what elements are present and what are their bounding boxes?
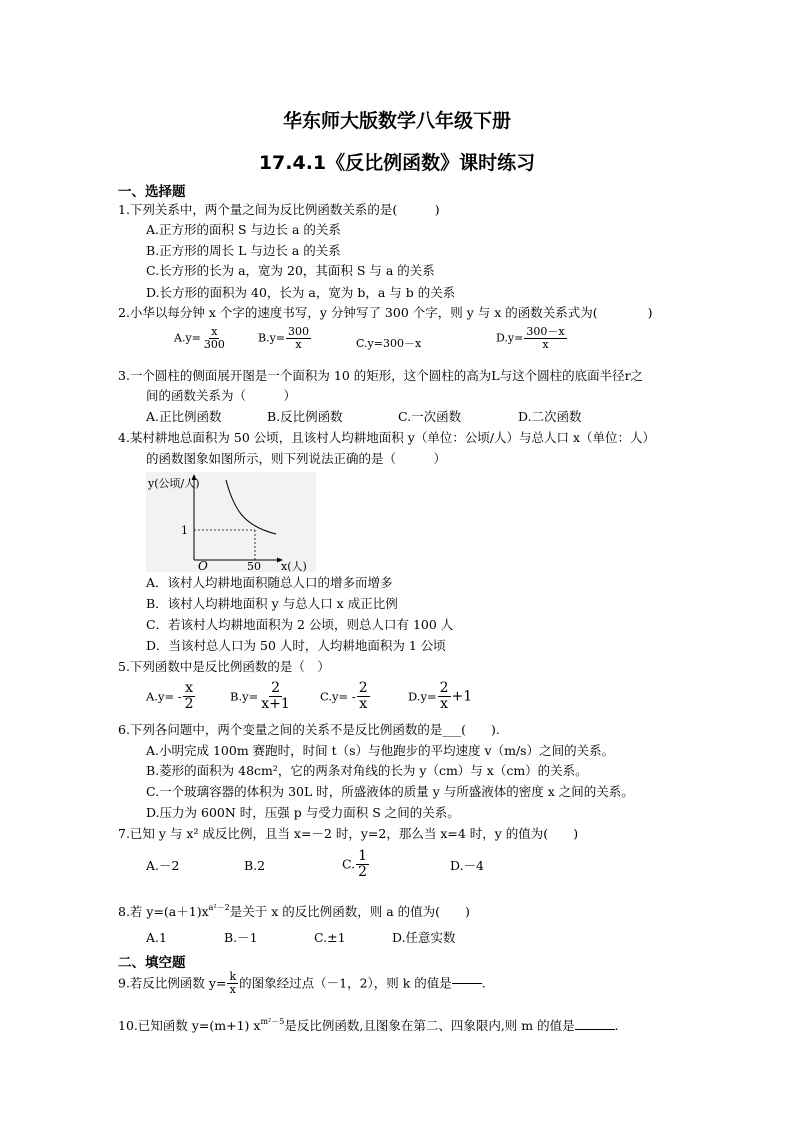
q8-exponent: a²－2 [208,903,230,912]
q3-stem-line1: 3.一个圆柱的侧面展开图是一个面积为 10 的矩形，这个圆柱的高为L与这个圆柱的底面半径r之 [118,368,644,383]
q5-option-b: B.y= $\frac{2}{x+1}$ [230,680,290,712]
inverse-function-graph [146,472,316,572]
q3-option-d: D.二次函数 [518,409,582,424]
q6-option-c: C.一个玻璃容器的体积为 30L 时，所盛液体的质量 y 与所盛液体的密度 x 之间的关系。 [146,784,634,799]
q1-option-b: B.正方形的周长 L 与边长 a 的关系 [146,243,341,258]
section-choice-heading: 一、选择题 [118,184,186,200]
document-title: 华东师大版数学八年级下册 [282,110,511,132]
q2-option-c: C.y=300－x [356,337,422,350]
q4-stem-line2: 的函数图象如图所示，则下列说法正确的是（ ） [146,451,447,466]
q5-c-numerator: 2 [358,680,368,696]
q5-stem: 5.下列函数中是反比例函数的是（ ） [118,659,330,674]
q3-option-c: C.一次函数 [398,409,462,424]
q7-c-numerator: 1 [358,848,368,864]
q4-option-c: C．若该村人均耕地面积为 2 公顷，则总人口有 100 人 [146,617,454,632]
q7-c-denominator: 2 [358,864,368,880]
q2-d-denominator: x [542,338,549,351]
q7-option-b: B.2 [244,858,266,873]
q6-stem: 6.下列各问题中，两个变量之间的关系不是反比例函数的是___( ). [118,722,500,737]
q6-option-b: B.菱形的面积为 48cm²，它的两条对角线的长为 y（cm）与 x（cm）的关系。 [146,763,588,778]
q8-option-c: C.±1 [314,930,346,945]
q8-option-b: B.－1 [224,930,258,945]
q2-b-denominator: x [295,338,302,351]
q1-option-d: D.长方形的面积为 40，长为 a，宽为 b，a 与 b 的关系 [146,285,456,300]
graph-y-tick: 1 [181,524,188,537]
q4-option-a: A．该村人均耕地面积随总人口的增多而增多 [146,575,393,590]
q5-b-numerator: 2 [271,680,280,696]
q9-stem: 9.若反比例函数 y= $\frac{k}{x}$ 的图象经过点（－1，2），则 k 的值是 . [118,970,486,996]
q9-answer-blank[interactable] [452,983,482,984]
q5-option-d: D.y= $\frac{2}{x}$ +1 [408,680,473,712]
q1-option-c: C.长方形的长为 a，宽为 20，其面积 S 与 a 的关系 [146,263,435,278]
q2-option-b: B.y= $\frac{300}{x}$ [258,325,310,351]
q10-exponent: m²－5 [260,1017,285,1026]
graph-x-label: x(人) [281,560,307,572]
q6-option-d: D.压力为 600N 时，压强 p 与受力面积 S 之间的关系。 [146,805,460,820]
graph-origin-label: O [198,559,208,572]
q7-option-c: C. $\frac{1}{2}$ [342,848,368,880]
section-fill-heading: 二、填空题 [118,955,186,971]
q10-stem: 10.已知函数 y=(m+1) $x^{m^2-5}$是反比例函数,且图象在第二、四象限内,则 m 的值是 . [118,1017,619,1033]
q5-option-c: C.y= - $\frac{2}{x}$ [320,680,368,712]
q9-numerator: k [229,970,237,983]
q8-option-a: A.1 [146,930,167,945]
q7-option-a: A.－2 [146,858,180,873]
q2-b-numerator: 300 [288,325,310,338]
graph-x-tick: 50 [247,560,261,572]
q7-stem: 7.已知 y 与 x² 成反比例，且当 x=－2 时，y=2，那么当 x=4 时，y 的值为( ) [118,826,579,841]
q1-option-a: A.正方形的面积 S 与边长 a 的关系 [146,222,341,237]
q2-d-numerator: 300－x [526,325,565,338]
q2-option-a: A.y= $\frac{x}{300}$ [174,325,225,351]
q3-option-a: A.正比例函数 [146,409,222,424]
q4-stem-line1: 4.某村耕地总面积为 50 公顷，且该村人均耕地面积 y（单位：公顷/人）与总人口 x（单位：人） [118,430,656,445]
q8-stem: 8.若 $y=(a+1)x^{a^2-2}$是关于 x 的反比例函数，则 a 的值为( ) [118,903,470,919]
q3-option-b: B.反比例函数 [267,409,343,424]
q1-stem: 1.下列关系中，两个量之间为反比例函数关系的是( ) [118,202,440,217]
q5-d-numerator: 2 [439,680,449,696]
q5-b-denominator: x+1 [261,696,290,712]
q2-a-numerator: x [211,325,218,338]
q5-a-numerator: x [185,680,194,696]
q2-option-d: D.y= $\frac{300-x}{x}$ [496,325,565,351]
q8-option-d: D.任意实数 [392,930,456,945]
q5-option-a: A.y= - $\frac{x}{2}$ [146,680,194,712]
q9-denominator: x [229,983,236,996]
document-subtitle: 17.4.1《反比例函数》课时练习 [258,152,536,174]
q10-answer-blank[interactable] [575,1029,615,1030]
q4-option-d: D．当该村总人口为 50 人时，人均耕地面积为 1 公顷 [146,638,446,653]
q6-option-a: A.小明完成 100m 赛跑时，时间 t（s）与他跑步的平均速度 v（m/s）之间的关系。 [146,743,615,758]
q4-option-b: B．该村人均耕地面积 y 与总人口 x 成正比例 [146,596,398,611]
q2-stem: 2.小华以每分钟 x 个字的速度书写，y 分钟写了 300 个字，则 y 与 x 的函数关系式为( ) [118,305,653,320]
graph-y-label: y(公顷/人) [148,477,200,490]
q5-a-denominator: 2 [184,696,194,712]
q5-d-denominator: x [440,696,449,712]
q7-option-d: D.－4 [450,858,485,873]
q2-a-denominator: 300 [203,338,225,351]
q5-c-denominator: x [359,696,368,712]
q3-stem-line2: 间的函数关系为（ ） [146,388,297,403]
